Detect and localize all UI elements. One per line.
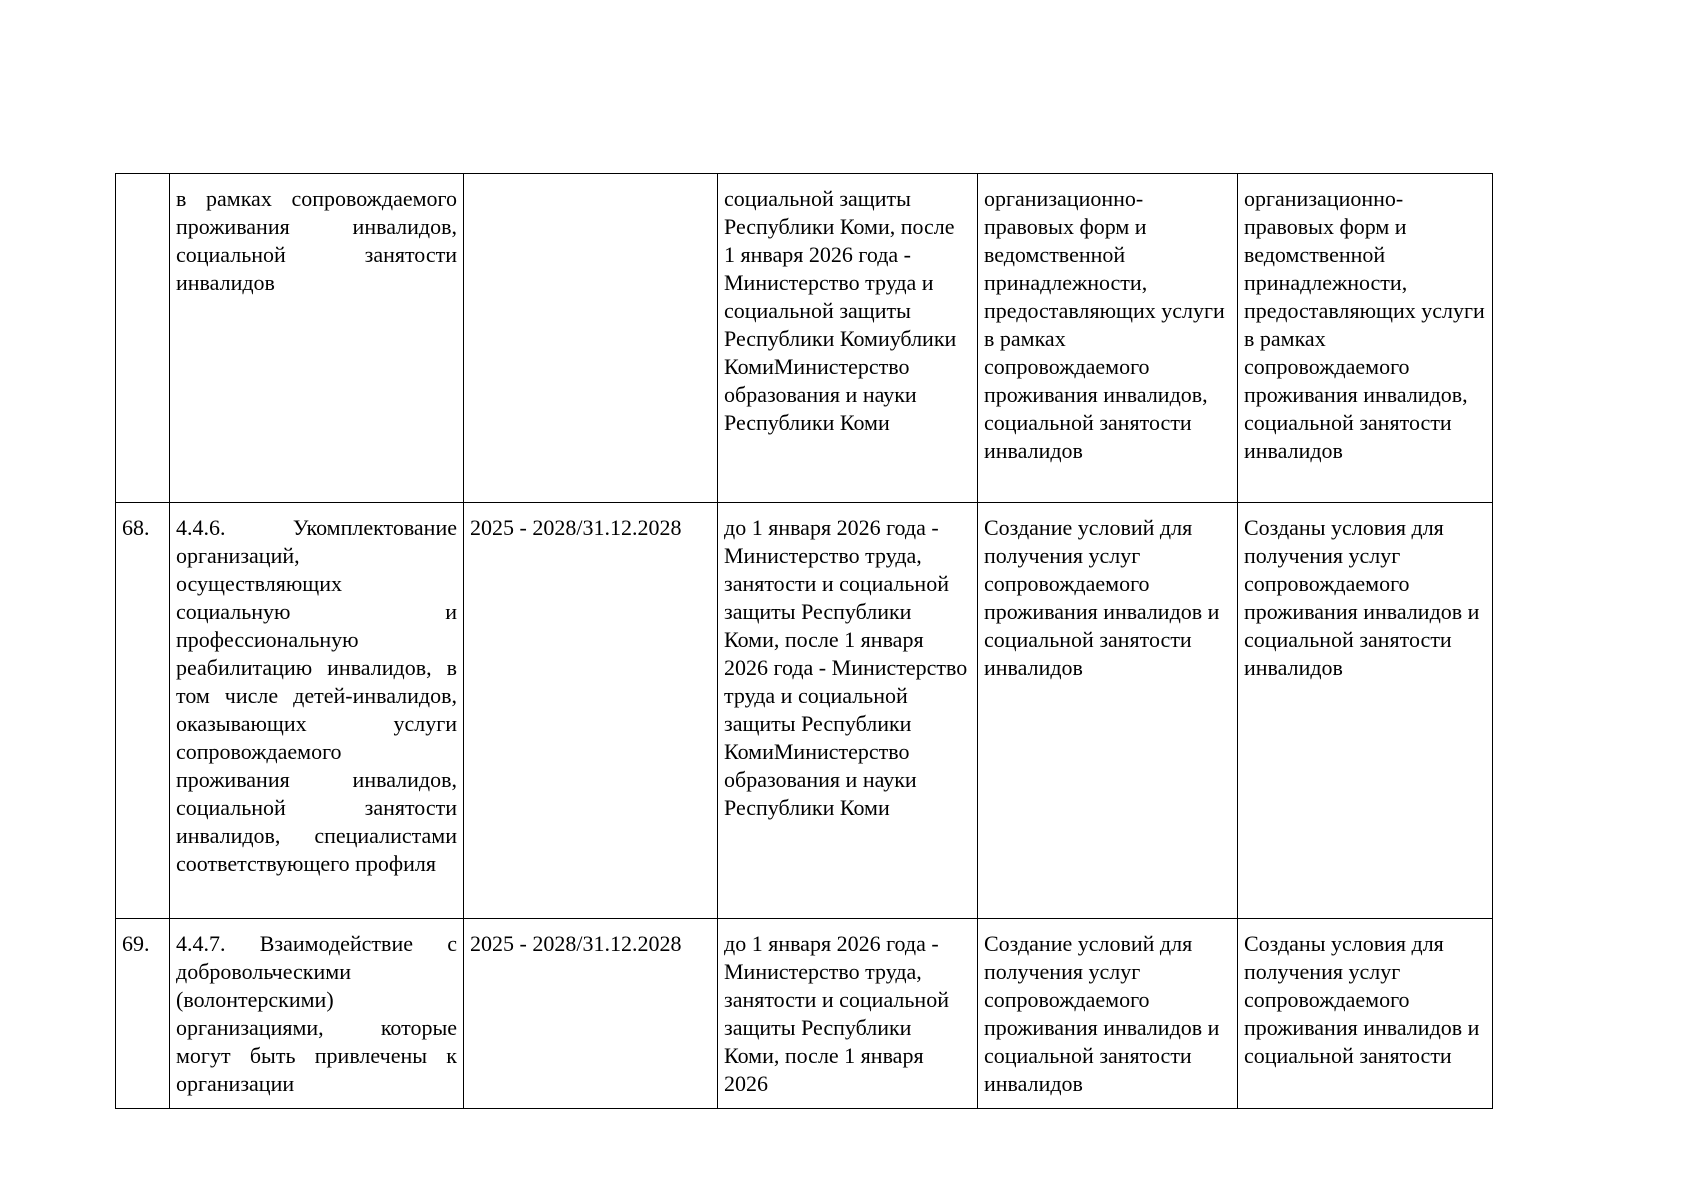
goal-cell: Создание условий для получения услуг сопровождаемого проживания инвалидов и социальной занятости инвалидов: [978, 919, 1238, 1109]
term-cell: 2025 - 2028/31.12.2028: [464, 919, 718, 1109]
result-cell: организационно-правовых форм и ведомственной принадлежности, предоставляющих услуги в рамках сопровождаемого проживания инвалидов, социальной занятости инвалидов: [1238, 174, 1493, 503]
row-number-cell: [116, 174, 170, 503]
measure-name-cell: 4.4.7. Взаимодействие с добровольческими (волонтерскими) организациями, которые могут быть привлечены к организации: [170, 919, 464, 1109]
goal-cell: Создание условий для получения услуг сопровождаемого проживания инвалидов и социальной занятости инвалидов: [978, 503, 1238, 919]
measure-name-cell: 4.4.6. Укомплектование организаций, осуществляющих социальную и профессиональную реабилитацию инвалидов, в том числе детей-инвалидов, оказывающих услуги сопровождаемого проживания инвалидов, социальной занятости инвалидов, специалистами соответствующего профиля: [170, 503, 464, 919]
table-row: [116, 919, 1493, 1109]
result-cell: Созданы условия для получения услуг сопровождаемого проживания инвалидов и социальной занятости инвалидов: [1238, 503, 1493, 919]
table-row: [116, 503, 1493, 919]
result-cell: Созданы условия для получения услуг сопровождаемого проживания инвалидов и социальной занятости: [1238, 919, 1493, 1109]
measure-name-cell: в рамках сопровождаемого проживания инвалидов, социальной занятости инвалидов: [170, 174, 464, 503]
term-cell: [464, 174, 718, 503]
row-number-cell: 68.: [116, 503, 170, 919]
term-cell: 2025 - 2028/31.12.2028: [464, 503, 718, 919]
responsible-cell: до 1 января 2026 года - Министерство труда, занятости и социальной защиты Республики Коми, после 1 января 2026: [718, 919, 978, 1109]
table-row: [116, 174, 1493, 503]
goal-cell: организационно-правовых форм и ведомственной принадлежности, предоставляющих услуги в рамках сопровождаемого проживания инвалидов, социальной занятости инвалидов: [978, 174, 1238, 503]
measures-table: [115, 173, 1493, 1109]
responsible-cell: до 1 января 2026 года - Министерство труда, занятости и социальной защиты Республики Коми, после 1 января 2026 года - Министерство труда и социальной защиты Республики КомиМинистерство образования и науки Республики Коми: [718, 503, 978, 919]
row-number-cell: 69.: [116, 919, 170, 1109]
responsible-cell: социальной защиты Республики Коми, после 1 января 2026 года - Министерство труда и социальной защиты Республики Комиублики КомиМинистерство образования и науки Республики Коми: [718, 174, 978, 503]
